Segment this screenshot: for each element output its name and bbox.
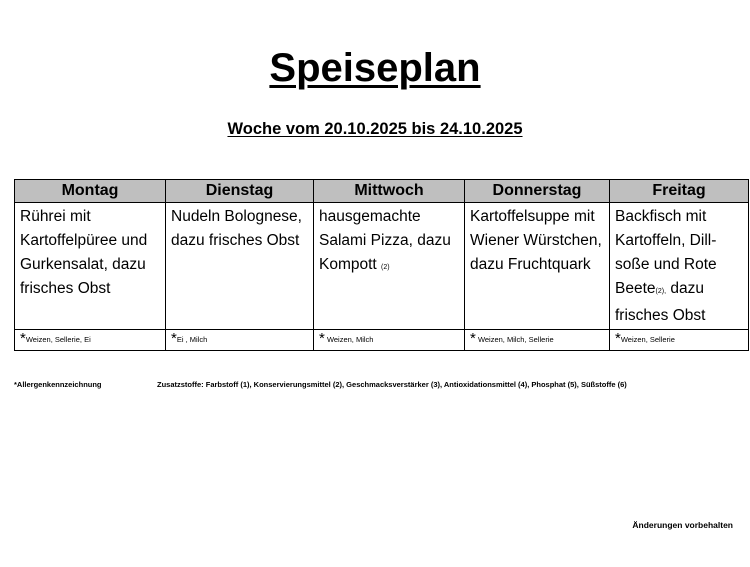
allergen-marker: * xyxy=(171,330,177,347)
day-header-row xyxy=(15,180,749,203)
allergen-list: Weizen, Sellerie xyxy=(620,335,675,344)
allergens-thursday xyxy=(465,330,610,351)
dish-thursday: Kartoffelsuppe mit Wiener Würstchen, dazu Fruchtquark xyxy=(465,203,610,330)
header-friday: Freitag xyxy=(610,180,749,203)
allergen-list: Weizen, Sellerie, Ei xyxy=(25,335,91,344)
dish-monday: Rührei mit Kartoffelpüree und Gurkensalat, dazu frisches Obst xyxy=(15,203,166,330)
allergen-list: Ei , Milch xyxy=(176,335,208,344)
additives-legend: Zusatzstoffe: Farbstoff (1), Konservierungsmittel (2), Geschmacksverstärker (3), Antioxidationsmittel (4), Phosphat (5), Süßstoffe (6) xyxy=(157,380,627,389)
header-thursday: Donnerstag xyxy=(465,180,610,203)
allergen-legend: *Allergenkennzeichnung xyxy=(14,380,102,389)
allergens-friday xyxy=(610,330,749,351)
title-text: Speiseplan xyxy=(269,46,481,90)
header-wednesday: Mittwoch xyxy=(314,180,465,203)
allergen-marker: * xyxy=(20,330,26,347)
week-range xyxy=(176,119,574,139)
dish-friday-text-end: dazu frisches Obst xyxy=(615,280,706,324)
menu-table xyxy=(14,179,749,351)
page-title xyxy=(0,44,750,92)
week-range-text: Woche vom 20.10.2025 bis 24.10.2025 xyxy=(227,120,523,138)
allergen-marker: * xyxy=(319,330,325,347)
dish-wednesday-text: hausgemachte Salami Pizza, dazu Kompott xyxy=(319,208,451,273)
allergen-list: Weizen, Milch, Sellerie xyxy=(477,335,554,344)
allergen-marker: * xyxy=(615,330,621,347)
additive-note: (2), xyxy=(655,288,667,295)
changes-note: Änderungen vorbehalten xyxy=(632,520,733,530)
dish-wednesday xyxy=(314,203,465,330)
dish-friday xyxy=(610,203,749,330)
allergen-list: Weizen, Milch xyxy=(326,335,374,344)
allergen-row xyxy=(15,330,749,351)
dish-friday-text: Backfisch mit Kartoffeln, Dill-soße und Rote Beete xyxy=(615,208,717,297)
allergens-tuesday xyxy=(166,330,314,351)
additive-note: (2) xyxy=(381,264,390,271)
header-monday: Montag xyxy=(15,180,166,203)
allergen-marker: * xyxy=(470,330,476,347)
allergens-wednesday xyxy=(314,330,465,351)
header-tuesday: Dienstag xyxy=(166,180,314,203)
allergens-monday xyxy=(15,330,166,351)
dish-row xyxy=(15,203,749,330)
dish-tuesday: Nudeln Bolognese, dazu frisches Obst xyxy=(166,203,314,330)
